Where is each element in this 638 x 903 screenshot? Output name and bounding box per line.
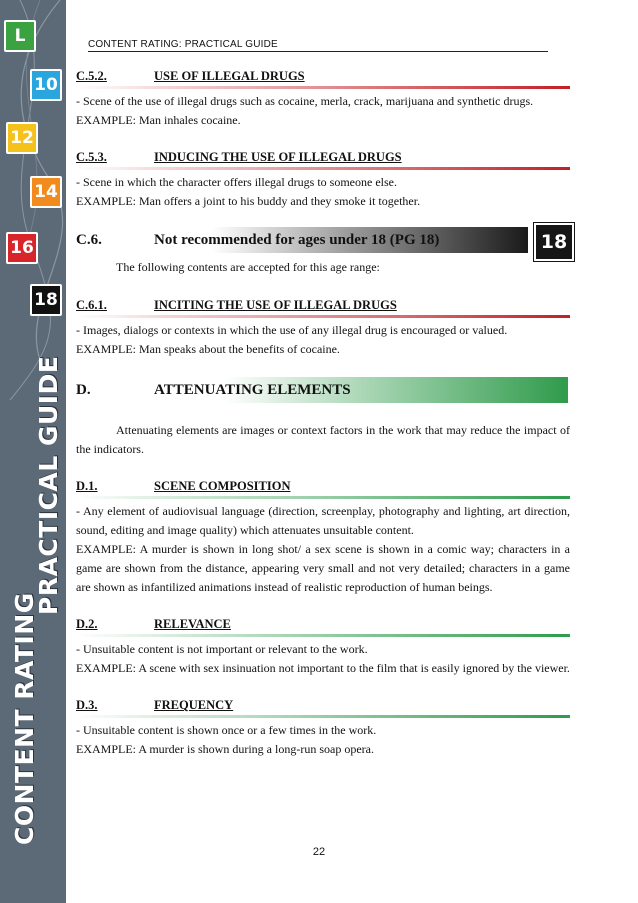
sidebar-title-content-rating: CONTENT RATING	[10, 592, 39, 845]
section-title: RELEVANCE	[154, 617, 231, 631]
section-d1	[76, 476, 570, 597]
sidebar-vertical-title	[8, 355, 64, 855]
section-example: EXAMPLE: A murder is shown in long shot/ a sex scene is shown in a comic way; characters in a game are shown from the distance, appearing very small and not very detailed; characters in a game are shown as infantilized animations instead of realistic reproduction of human beings.	[76, 542, 570, 594]
section-example: EXAMPLE: Man offers a joint to his buddy and they smoke it together.	[76, 194, 421, 208]
rating-badge-l: L	[4, 20, 36, 52]
section-heading	[76, 147, 570, 170]
section-d3	[76, 695, 570, 759]
rating-badge-10: 10	[30, 69, 62, 101]
section-title: SCENE COMPOSITION	[154, 479, 291, 493]
section-title: FREQUENCY	[154, 698, 234, 712]
rating-badge-18: 18	[30, 284, 62, 316]
main-section-heading	[76, 377, 568, 403]
section-number: C.6.	[76, 231, 102, 248]
section-text: - Scene in which the character offers illegal drugs to someone else.	[76, 175, 397, 189]
running-header: CONTENT RATING: PRACTICAL GUIDE	[88, 39, 548, 52]
section-number: D.	[76, 381, 91, 398]
section-number: C.5.3.	[76, 150, 107, 164]
age-18-badge: 18	[534, 223, 574, 261]
section-heading	[76, 66, 570, 89]
section-example: EXAMPLE: Man inhales cocaine.	[76, 113, 241, 127]
rating-badge-12: 12	[6, 122, 38, 154]
section-c53	[76, 147, 570, 211]
section-title: Not recommended for ages under 18 (PG 18)	[154, 231, 440, 248]
section-heading	[76, 614, 570, 637]
sidebar-title-practical-guide: PRACTICAL GUIDE	[34, 355, 63, 615]
section-heading	[76, 695, 570, 718]
age-section-heading	[76, 227, 528, 253]
section-text: - Unsuitable content is not important or relevant to the work.	[76, 642, 368, 656]
section-heading	[76, 476, 570, 499]
section-c6	[76, 227, 570, 277]
section-text: - Any element of audiovisual language (direction, screenplay, photography and lighting, art direction, sound, editing and image quality) which attenuates unsuitable content.	[76, 504, 570, 537]
section-title: ATTENUATING ELEMENTS	[154, 381, 351, 398]
section-c61	[76, 295, 570, 359]
section-example: EXAMPLE: A scene with sex insinuation not important to the film that is easily ignored by the viewer.	[76, 661, 570, 675]
section-title: INCITING THE USE OF ILLEGAL DRUGS	[154, 298, 397, 312]
section-intro: Attenuating elements are images or context factors in the work that may reduce the impact of the indicators.	[76, 423, 570, 456]
left-sidebar	[0, 0, 66, 903]
section-heading	[76, 295, 570, 318]
rating-badge-14: 14	[30, 176, 62, 208]
section-title: USE OF ILLEGAL DRUGS	[154, 69, 305, 83]
page-content	[76, 66, 570, 759]
section-text: - Scene of the use of illegal drugs such as cocaine, merla, crack, marijuana and synthetic drugs.	[76, 94, 534, 108]
section-example: EXAMPLE: Man speaks about the benefits of cocaine.	[76, 342, 340, 356]
section-text: - Unsuitable content is shown once or a few times in the work.	[76, 723, 377, 737]
section-text: - Images, dialogs or contexts in which the use of any illegal drug is encouraged or valued.	[76, 323, 508, 337]
section-number: C.5.2.	[76, 69, 107, 83]
section-number: D.2.	[76, 617, 98, 631]
section-number: D.3.	[76, 698, 98, 712]
section-number: D.1.	[76, 479, 98, 493]
section-title: INDUCING THE USE OF ILLEGAL DRUGS	[154, 150, 402, 164]
page-number: 22	[312, 846, 326, 858]
section-number: C.6.1.	[76, 298, 107, 312]
section-c52	[76, 66, 570, 130]
section-d2	[76, 614, 570, 678]
section-example: EXAMPLE: A murder is shown during a long-run soap opera.	[76, 742, 374, 756]
section-d	[76, 377, 570, 459]
section-intro: The following contents are accepted for this age range:	[116, 260, 380, 274]
rating-badge-16: 16	[6, 232, 38, 264]
